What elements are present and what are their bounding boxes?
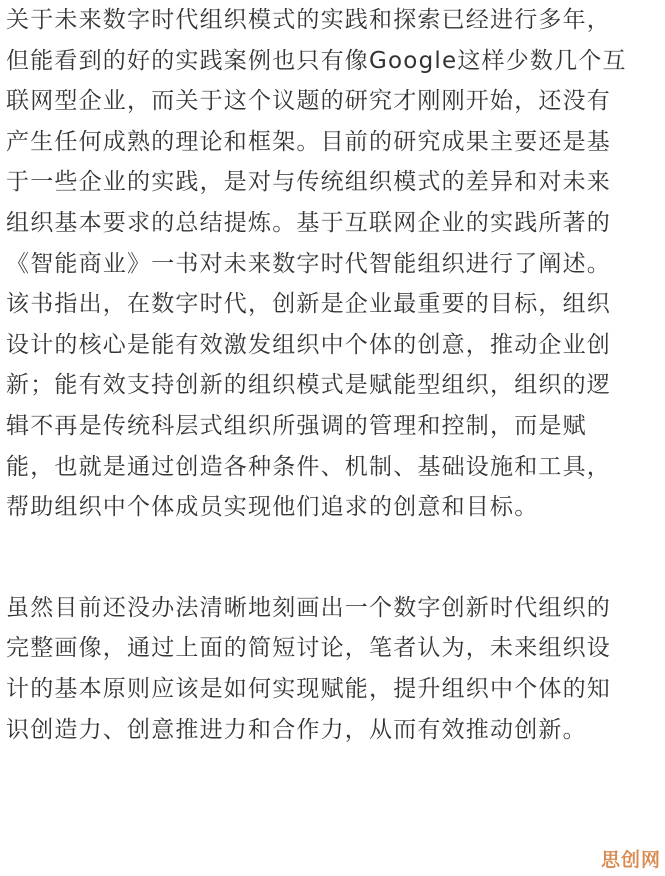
text-line: 但能看到的好的实践案例也只有像Google这样少数几个互	[6, 47, 627, 74]
text-line: 产生任何成熟的理论和框架。目前的研究成果主要还是基	[6, 128, 611, 155]
text-line: 《智能商业》一书对未来数字时代智能组织进行了阐述。	[6, 250, 611, 277]
text-line: 辑不再是传统科层式组织所强调的管理和控制，而是赋	[6, 412, 587, 439]
paragraph-1	[6, 0, 665, 528]
text-line: 关于未来数字时代组织模式的实践和探索已经进行多年，	[6, 7, 611, 33]
text-line: 于一些企业的实践，是对与传统组织模式的差异和对未来	[6, 169, 611, 196]
watermark-logo: 思创网	[600, 849, 661, 871]
text-line: 该书指出，在数字时代，创新是企业最重要的目标，组织	[6, 291, 611, 318]
text-line: 设计的核心是能有效激发组织中个体的创意，推动企业创	[6, 331, 611, 358]
paragraph-spacer	[6, 528, 665, 588]
text-line: 识创造力、创意推进力和合作力，从而有效推动创新。	[6, 716, 587, 743]
text-line: 联网型企业，而关于这个议题的研究才刚刚开始，还没有	[6, 88, 611, 115]
article-body	[6, 0, 665, 750]
text-line: 计的基本原则应该是如何实现赋能，提升组织中个体的知	[6, 675, 611, 702]
text-line: 组织基本要求的总结提炼。基于互联网企业的实践所著的	[6, 209, 611, 236]
text-line: 帮助组织中个体成员实现他们追求的创意和目标。	[6, 494, 539, 521]
text-line: 虽然目前还没办法清晰地刻画出一个数字创新时代组织的	[6, 594, 611, 621]
text-line: 新；能有效支持创新的组织模式是赋能型组织，组织的逻	[6, 372, 611, 399]
text-line: 能，也就是通过创造各种条件、机制、基础设施和工具，	[6, 453, 611, 480]
paragraph-2	[6, 588, 665, 750]
text-line: 完整画像，通过上面的简短讨论，笔者认为，未来组织设	[6, 635, 611, 662]
